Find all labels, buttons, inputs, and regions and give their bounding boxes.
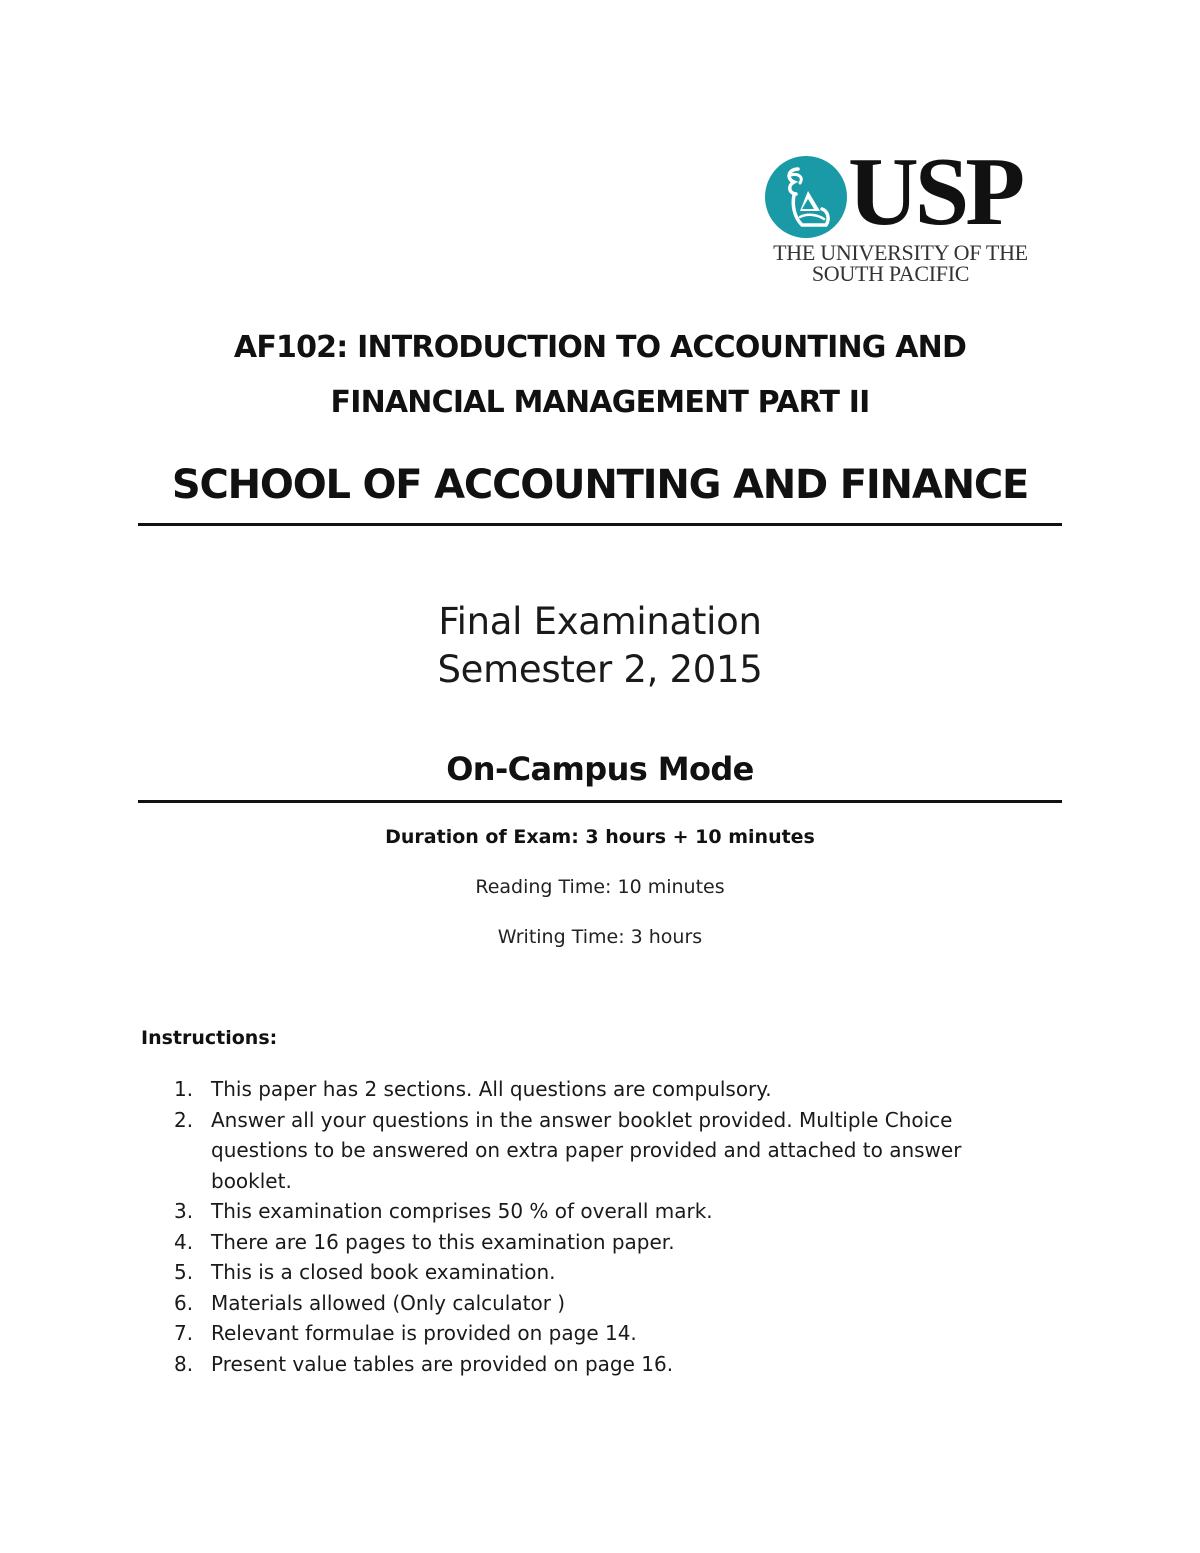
list-item [174, 1318, 1024, 1349]
list-item-number: 6. [174, 1290, 194, 1315]
course-title [140, 320, 1060, 430]
divider-top [138, 523, 1062, 526]
list-item-number: 5. [174, 1260, 194, 1284]
course-title-line-2: FINANCIAL MANAGEMENT PART II [330, 385, 870, 420]
list-item-text: Answer all your questions in the answer booklet provided. Multiple Choice questions to be answered on extra paper provided and attached to answer booklet. [211, 1107, 962, 1193]
list-item [174, 1257, 1024, 1288]
reading-time: Reading Time: 10 minutes [475, 876, 725, 898]
list-item [174, 1349, 1024, 1380]
instructions-list [174, 1074, 1024, 1379]
list-item-number: 8. [174, 1351, 194, 1376]
usp-logo [764, 138, 1049, 286]
list-item-text: This examination comprises 50 % of overall mark. [211, 1199, 713, 1223]
exam-duration: Duration of Exam: 3 hours + 10 minutes [385, 826, 815, 848]
course-title-line-1: AF102: INTRODUCTION TO ACCOUNTING AND [233, 330, 967, 365]
exam-mode: On-Campus Mode [446, 750, 754, 788]
school-title: SCHOOL OF ACCOUNTING AND FINANCE [171, 462, 1029, 508]
list-item-text: Present value tables are provided on page 16. [211, 1351, 674, 1376]
divider-bottom [138, 800, 1062, 803]
list-item-text: Relevant formulae is provided on page 14. [211, 1321, 637, 1345]
list-item [174, 1196, 1024, 1227]
logo-wordmark: USP [848, 138, 1022, 246]
writing-time: Writing Time: 3 hours [497, 926, 703, 948]
list-item-text: This is a closed book examination. [211, 1260, 556, 1284]
list-item-text: Materials allowed (Only calculator ) [211, 1290, 566, 1315]
list-item-text: This paper has 2 sections. All questions are compulsory. [211, 1077, 772, 1101]
exam-title-text: Final Examination [438, 600, 762, 643]
list-item [174, 1227, 1024, 1258]
logo-region-line: SOUTH PACIFIC [811, 261, 970, 286]
list-item [174, 1105, 1024, 1197]
exam-semester: Semester 2, 2015 [437, 648, 763, 691]
list-item [174, 1288, 1024, 1319]
list-item-number: 7. [174, 1321, 194, 1345]
list-item-text: There are 16 pages to this examination paper. [211, 1229, 675, 1254]
list-item-number: 4. [174, 1229, 194, 1254]
list-item [174, 1074, 1024, 1105]
instructions-heading: Instructions: [141, 1027, 278, 1049]
list-item-number: 1. [174, 1077, 194, 1101]
list-item-number: 2. [174, 1107, 194, 1132]
exam-title [140, 598, 1060, 694]
usp-emblem-icon [764, 155, 848, 239]
logo-university-line: THE UNIVERSITY OF THE [773, 240, 1028, 265]
list-item-number: 3. [174, 1199, 194, 1223]
